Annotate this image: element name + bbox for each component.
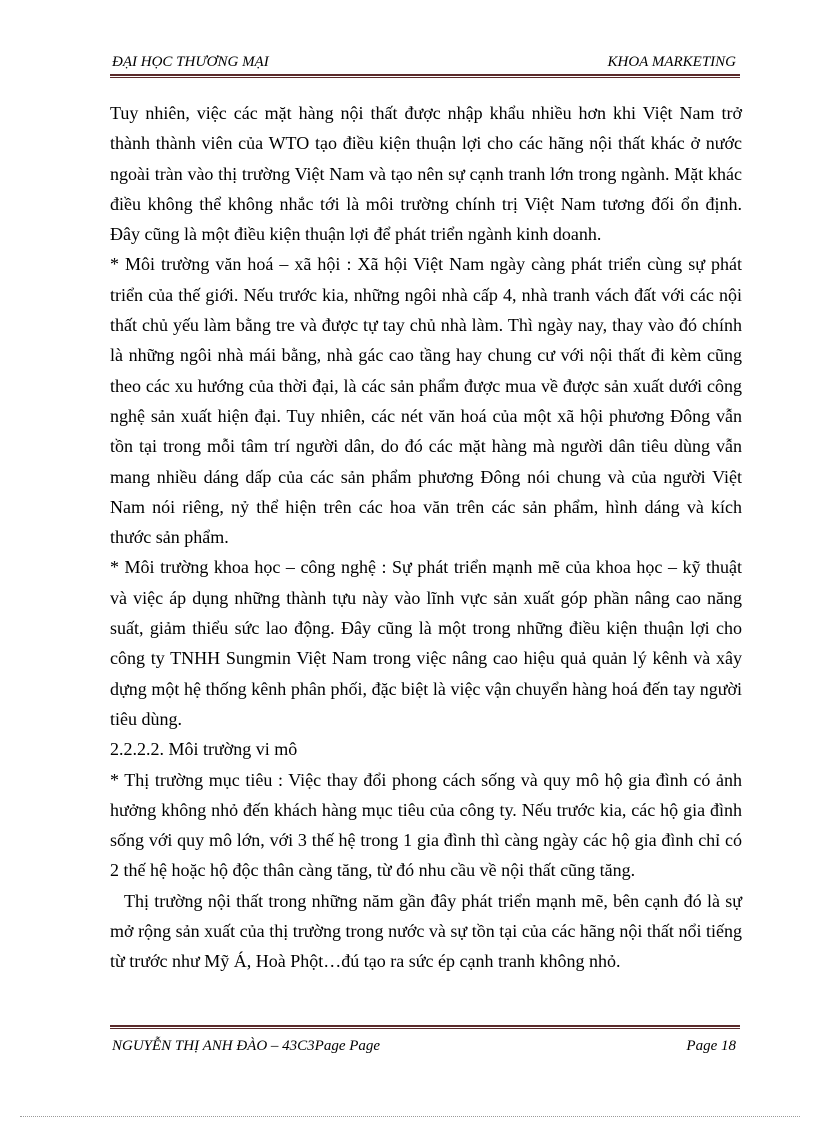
header-rule-thin xyxy=(110,77,740,78)
footer-rule-thick xyxy=(110,1025,740,1027)
header-rule-thick xyxy=(110,74,740,76)
footer-author: NGUYỄN THỊ ANH ĐÀO – 43C3Page Page xyxy=(112,1038,381,1054)
paragraph-political: Tuy nhiên, việc các mặt hàng nội thất được nhập khẩu nhiều hơn khi Việt Nam trở thành thành viên của WTO tạo điều kiện thuận lợi cho các hãng nội thất khác ở nước ngoài tràn vào thị trường Việt Nam và tạo nên sự cạnh tranh lớn trong ngành. Mặt khác điều không thể không nhắc tới là môi trường chính trị Việt Nam tương đối ổn định. Đây cũng là một điều kiện thuận lợi để phát triển ngành kinh doanh. xyxy=(110,103,742,245)
header-faculty: KHOA MARKETING xyxy=(607,54,736,70)
paragraph-furniture-market: Thị trường nội thất trong những năm gần đây phát triển mạnh mẽ, bên cạnh đó là sự mở rộng sản xuất của thị trường trong nước và sự tồn tại của các hãng nội thất nổi tiếng từ trước như Mỹ Á, Hoà Phột…đú tạo ra sức ép cạnh tranh không nhỏ. xyxy=(110,890,742,972)
section-heading: 2.2.2.2. Môi trường vi mô xyxy=(110,739,298,760)
footer-rule-thin xyxy=(110,1028,740,1029)
page-bottom-dotted-line xyxy=(20,1116,800,1117)
paragraph-target-market: * Thị trường mục tiêu : Việc thay đổi phong cách sống và quy mô hộ gia đình có ảnh hưởng không nhỏ đến khách hàng mục tiêu của công ty. Nếu trước kia, các hộ gia đình sống với quy mô lớn, với 3 thế hệ trong 1 gia đình thì càng ngày các hộ gia đình chỉ có 2 thế hệ hoặc hộ độc thân càng tăng, từ đó nhu cầu về nội thất cũng tăng. xyxy=(110,769,742,881)
paragraph-science-technology: * Môi trường khoa học – công nghệ : Sự phát triển mạnh mẽ của khoa học – kỹ thuật và việc áp dụng những thành tựu này vào lĩnh vực sản xuất góp phần nâng cao năng suất, giảm thiểu sức lao động. Đây cũng là một trong những điều kiện thuận lợi cho công ty TNHH Sungmin Việt Nam trong việc nâng cao hiệu quả quản lý kênh và xây dựng một hệ thống kênh phân phối, đặc biệt là việc vận chuyển hàng hoá đến tay người tiêu dùng. xyxy=(110,557,742,729)
header-university: ĐẠI HỌC THƯƠNG MẠI xyxy=(112,54,269,70)
paragraph-cultural-social: * Môi trường văn hoá – xã hội : Xã hội Việt Nam ngày càng phát triển cùng sự phát triển của thế giới. Nếu trước kia, những ngôi nhà cấp 4, nhà tranh vách đất với các nội thất chủ yếu làm bằng tre và được tự tay chủ nhà làm. Thì ngày nay, thay vào đó chính là những ngôi nhà mái bằng, nhà gác cao tầng hay chung cư với nội thất đi kèm cũng theo các xu hướng của thời đại, là các sản phẩm được mua về được sản xuất dưới công nghệ sản xuất hiện đại. Tuy nhiên, các nét văn hoá của một xã hội phương Đông vẫn tồn tại trong mỗi tâm trí người dân, do đó các mặt hàng mà người dân tiêu dùng vẫn mang nhiều dáng dấp của các sản phẩm phương Đông nói chung và của người Việt Nam nói riêng, nỷ thể hiện trên các hoa văn trên các sản phẩm, hình dáng và kích thước sản phẩm. xyxy=(110,254,742,548)
page-number: Page 18 xyxy=(686,1038,736,1054)
page-footer xyxy=(112,1036,740,1056)
footer-rule xyxy=(110,1025,740,1029)
header-rule xyxy=(110,74,740,78)
document-body xyxy=(110,98,742,977)
page-header xyxy=(112,50,740,74)
